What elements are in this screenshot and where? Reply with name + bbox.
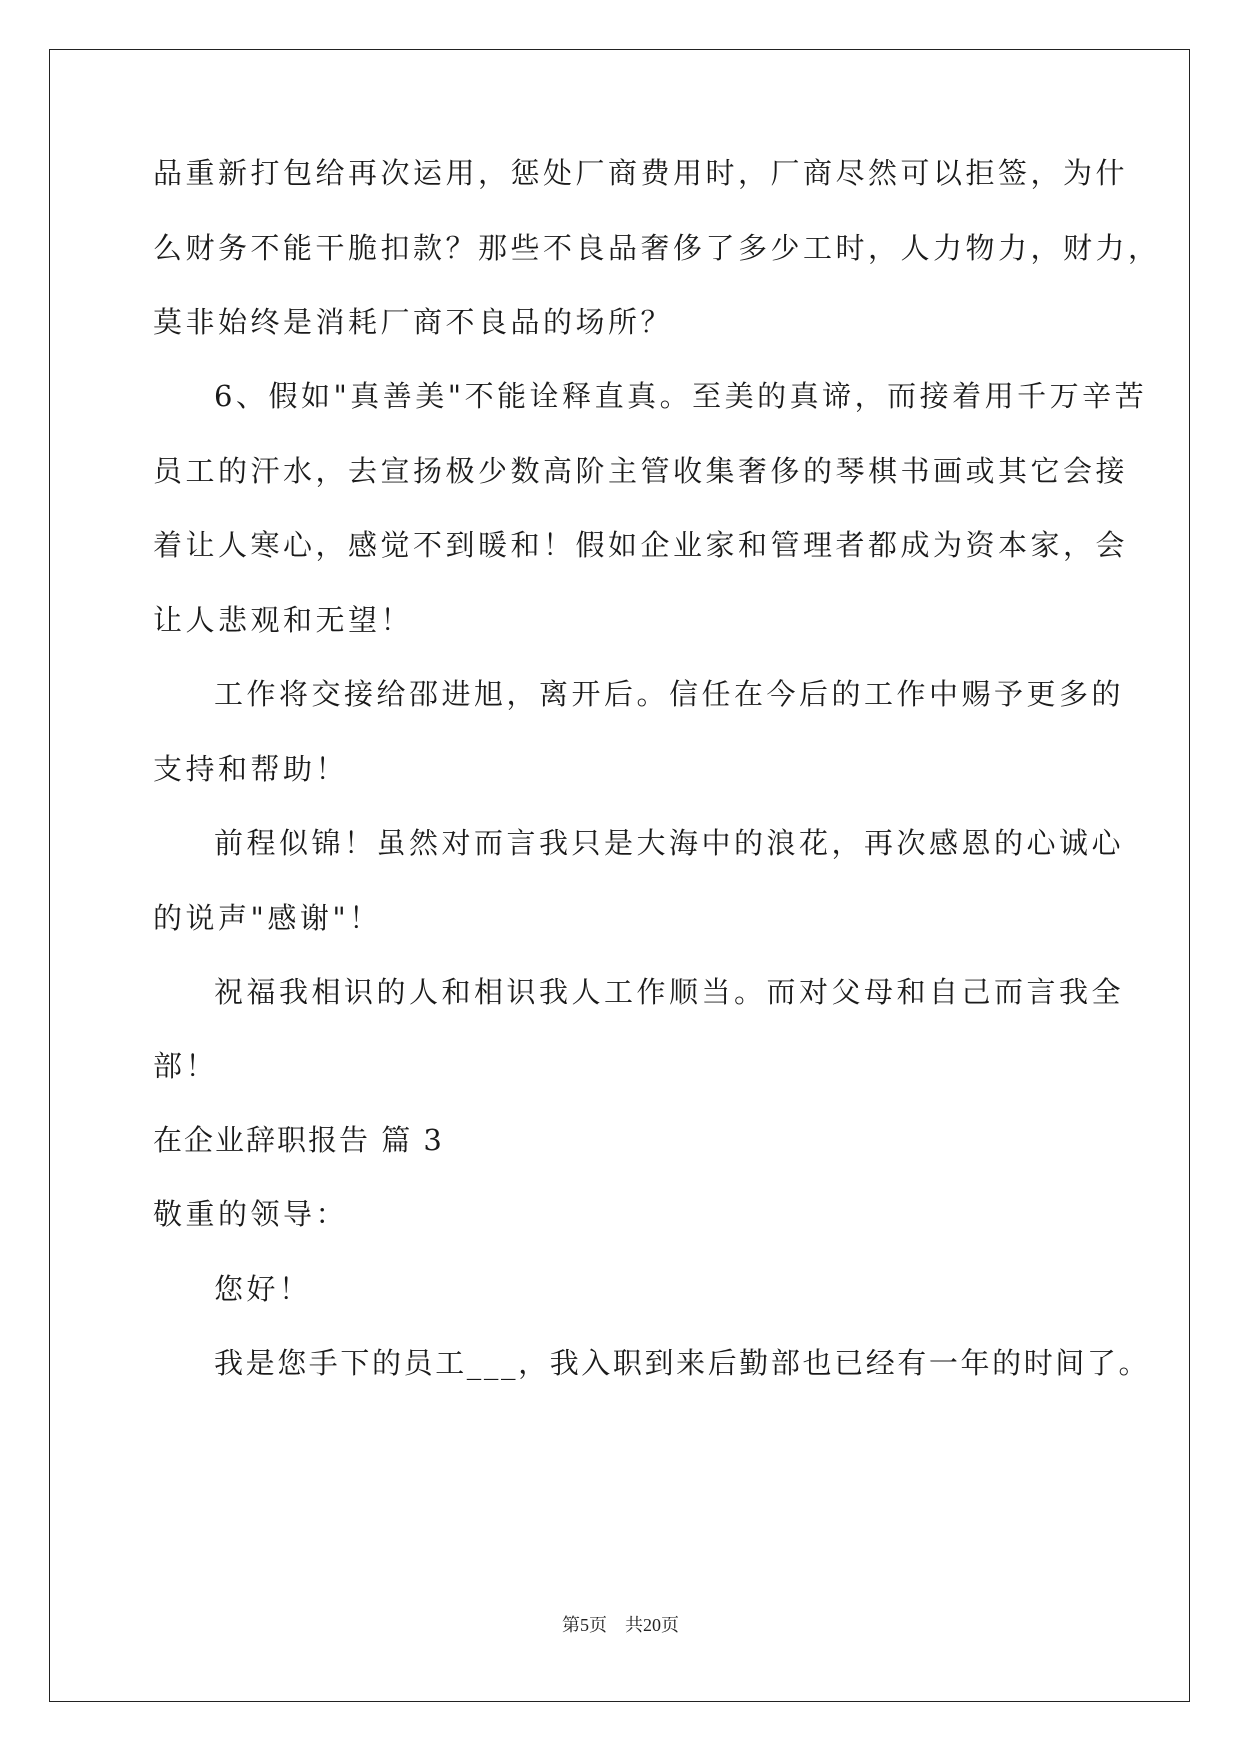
body-text-line: 员工的汗水，去宣扬极少数高阶主管收集奢侈的琴棋书画或其它会接 [153, 454, 1129, 488]
body-text-line: 支持和帮助！ [153, 752, 349, 786]
body-text-line: 么财务不能干脆扣款？那些不良品奢侈了多少工时，人力物力，财力， [153, 231, 1161, 265]
body-text-line: 莫非始终是消耗厂商不良品的场所？ [153, 305, 674, 339]
body-text-line: 的说声"感谢"！ [153, 901, 382, 935]
page-border [49, 49, 1190, 1702]
page-total: 共20页 [625, 1615, 679, 1635]
body-text-line: 部！ [153, 1049, 219, 1083]
body-text-line: 让人悲观和无望！ [153, 603, 414, 637]
page-footer [0, 1613, 1241, 1637]
paragraph-start-line: 6、假如"真善美"不能诠释直真。至美的真谛，而接着用千万辛苦 [214, 379, 1148, 413]
greeting: 您好！ [214, 1272, 312, 1306]
paragraph-start-line: 工作将交接给邵进旭，离开后。信任在今后的工作中赐予更多的 [214, 677, 1125, 711]
page-number: 第5页 [562, 1615, 607, 1635]
paragraph-start-line: 我是您手下的员工___，我入职到来后勤部也已经有一年的时间了。 [214, 1346, 1151, 1380]
paragraph-start-line: 祝福我相识的人和相识我人工作顺当。而对父母和自己而言我全 [214, 975, 1125, 1009]
section-title: 在企业辞职报告 篇 3 [153, 1123, 444, 1157]
salutation: 敬重的领导： [153, 1197, 349, 1231]
paragraph-start-line: 前程似锦！虽然对而言我只是大海中的浪花，再次感恩的心诚心 [214, 826, 1125, 860]
body-text-line: 品重新打包给再次运用，惩处厂商费用时，厂商尽然可以拒签，为什 [153, 156, 1129, 190]
body-text-line: 着让人寒心，感觉不到暖和！假如企业家和管理者都成为资本家，会 [153, 528, 1129, 562]
